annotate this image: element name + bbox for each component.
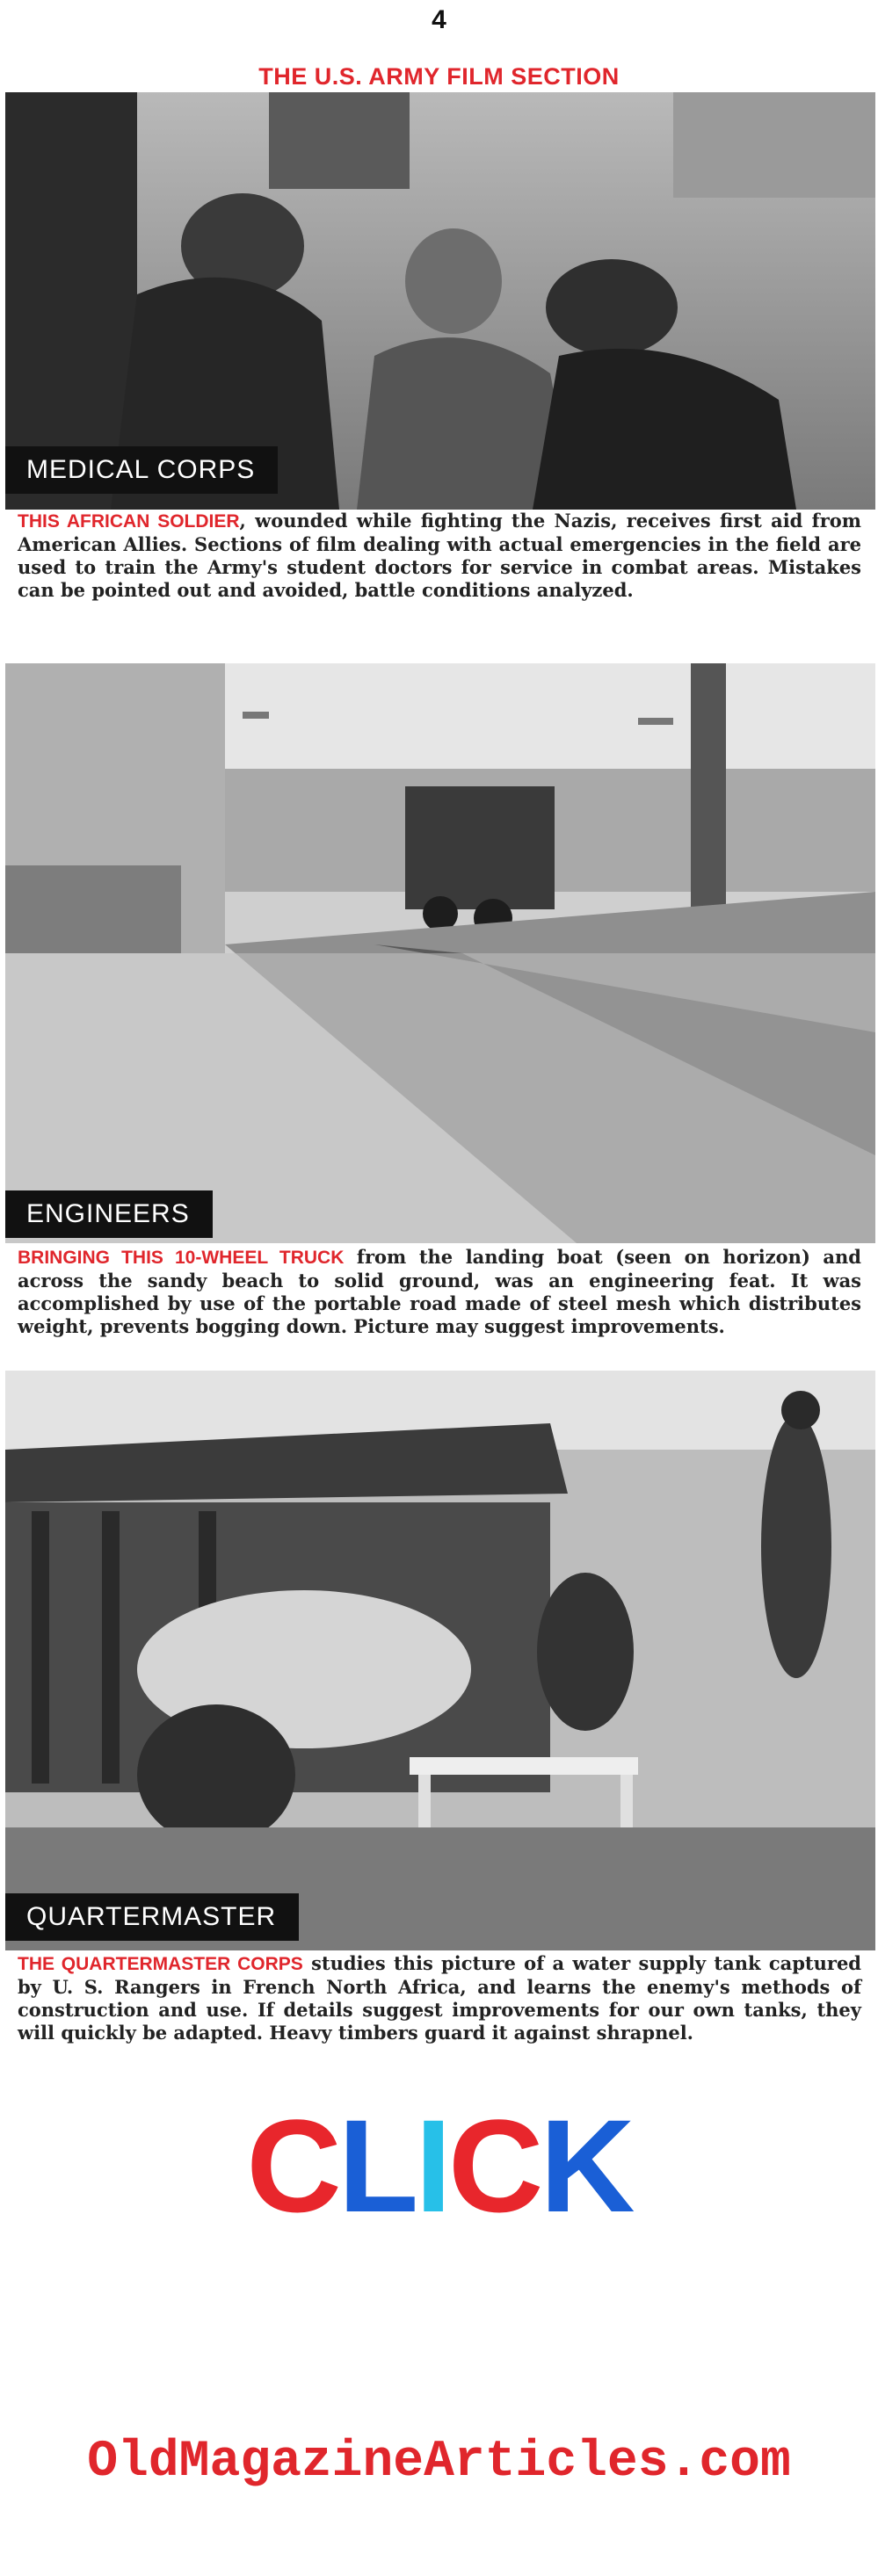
caption-medical-corps: [18, 510, 861, 602]
engineers-photo: [5, 663, 875, 1243]
footer-site-link[interactable]: OldMagazineArticles.com: [87, 2434, 791, 2491]
click-letter: C: [448, 2092, 541, 2240]
caption-quartermaster: [18, 1952, 861, 2044]
quartermaster-photo: [5, 1371, 875, 1950]
click-link[interactable]: [0, 2087, 878, 2245]
click-letter: C: [246, 2092, 338, 2240]
page-number: 4: [432, 5, 446, 34]
caption-lead: THIS AFRICAN SOLDIER: [18, 511, 240, 532]
click-letter: I: [415, 2092, 448, 2240]
caption-engineers: [18, 1246, 861, 1338]
caption-lead: BRINGING THIS 10-WHEEL TRUCK: [18, 1248, 345, 1268]
click-letter: L: [337, 2092, 416, 2240]
click-letter: K: [540, 2092, 632, 2240]
caption-body: , wounded while fighting the Nazis, receives first aid from American Allies. Sections of film dealing with actual emergencies in the field are used to train the Army's student doctors for service in combat areas. Mistakes can be pointed out and avoided, battle conditions analyzed.: [18, 510, 861, 601]
caption-lead: THE QUARTERMASTER CORPS: [18, 1954, 303, 1974]
caption-body: studies this picture of a water supply tank captured by U. S. Rangers in French North Africa, and learns the enemy's methods of construction and use. If details suggest improvements for our own tanks, they will quickly be adapted. Heavy timbers guard it against shrapnel.: [18, 1952, 861, 2044]
page-heading: THE U.S. ARMY FILM SECTION: [258, 63, 620, 90]
section-label-quartermaster: QUARTERMASTER: [5, 1893, 299, 1941]
caption-body: from the landing boat (seen on horizon) and across the sandy beach to solid ground, was an engineering feat. It was accomplished by use of the portable road made of steel mesh which distributes weight, prevents bogging down. Picture may suggest improvements.: [18, 1246, 861, 1337]
section-label-engineers: ENGINEERS: [5, 1190, 213, 1238]
section-label-medical-corps: MEDICAL CORPS: [5, 446, 278, 494]
